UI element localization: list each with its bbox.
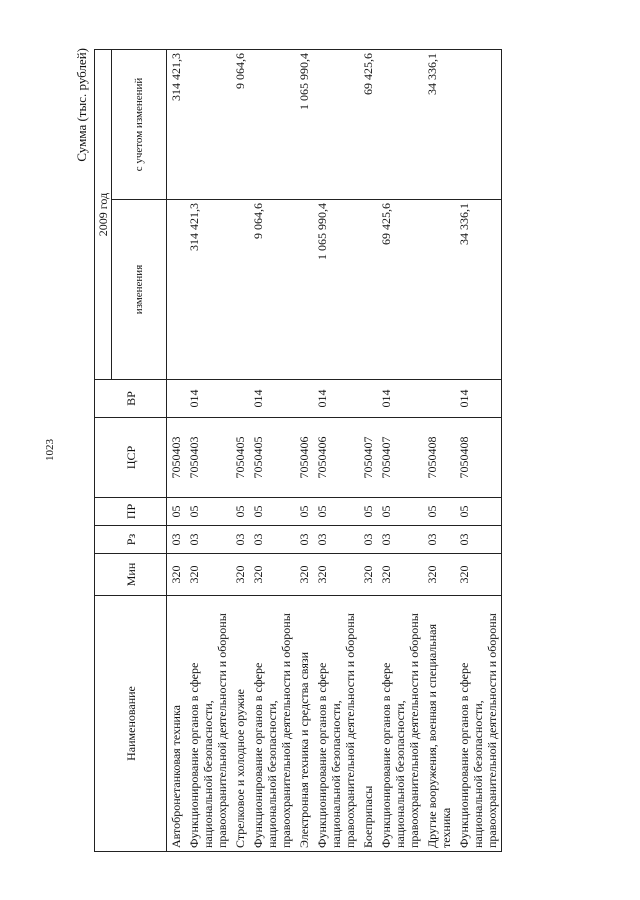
header-with-changes: с учетом изменений — [112, 49, 167, 199]
row-csr: 7050407 — [359, 418, 377, 498]
row-change — [423, 200, 455, 380]
row-csr: 7050406 — [295, 418, 313, 498]
table-row — [359, 49, 377, 851]
row-csr: 7050407 — [377, 418, 423, 498]
row-vr — [295, 380, 313, 418]
row-total: 34 336,1 — [423, 49, 455, 199]
row-pr: 05 — [185, 498, 231, 526]
row-min: 320 — [377, 554, 423, 596]
row-name: Стрелковое и холодное оружие — [231, 596, 249, 852]
row-rz: 03 — [455, 526, 502, 554]
table-row — [423, 49, 455, 851]
row-rz: 03 — [185, 526, 231, 554]
row-pr: 05 — [423, 498, 455, 526]
header-csr: ЦСР — [95, 418, 167, 498]
row-csr: 7050405 — [231, 418, 249, 498]
row-vr — [231, 380, 249, 418]
budget-table — [94, 49, 502, 852]
row-min: 320 — [423, 554, 455, 596]
row-name: Функционирование органов в сфере национальной безопасности, правоохранительной деятельности и обороны — [377, 596, 423, 852]
row-total — [377, 49, 423, 199]
row-change: 314 421,3 — [185, 200, 231, 380]
row-rz: 03 — [313, 526, 359, 554]
row-change: 1 065 990,4 — [313, 200, 359, 380]
row-rz: 03 — [359, 526, 377, 554]
row-rz: 03 — [249, 526, 295, 554]
row-min: 320 — [249, 554, 295, 596]
page-number: 1023 — [44, 439, 56, 461]
row-total — [185, 49, 231, 199]
table-row — [295, 49, 313, 851]
row-name: Другие вооружения, военная и специальная техника — [423, 596, 455, 852]
table-body — [167, 49, 502, 851]
row-pr: 05 — [359, 498, 377, 526]
row-name: Функционирование органов в сфере национальной безопасности, правоохранительной деятельности и обороны — [185, 596, 231, 852]
row-pr: 05 — [313, 498, 359, 526]
row-pr: 05 — [455, 498, 502, 526]
row-min: 320 — [231, 554, 249, 596]
table-row — [231, 49, 249, 851]
row-total: 1 065 990,4 — [295, 49, 313, 199]
row-vr: 014 — [455, 380, 502, 418]
header-vr: ВР — [95, 380, 167, 418]
row-min: 320 — [295, 554, 313, 596]
row-change — [231, 200, 249, 380]
row-min: 320 — [359, 554, 377, 596]
row-min: 320 — [313, 554, 359, 596]
row-name: Автобронетанковая техника — [167, 596, 186, 852]
row-rz: 03 — [377, 526, 423, 554]
row-pr: 05 — [295, 498, 313, 526]
table-row — [185, 49, 231, 851]
row-name: Электронная техника и средства связи — [295, 596, 313, 852]
row-vr — [423, 380, 455, 418]
row-pr: 05 — [231, 498, 249, 526]
row-change: 9 064,6 — [249, 200, 295, 380]
table-row — [455, 49, 502, 851]
row-csr: 7050403 — [167, 418, 186, 498]
row-change — [295, 200, 313, 380]
row-csr: 7050403 — [185, 418, 231, 498]
row-name: Функционирование органов в сфере национальной безопасности, правоохранительной деятельности и обороны — [455, 596, 502, 852]
row-vr — [167, 380, 186, 418]
header-pr: ПР — [95, 498, 167, 526]
row-vr — [359, 380, 377, 418]
row-change — [359, 200, 377, 380]
row-name: Боеприпасы — [359, 596, 377, 852]
row-change — [167, 200, 186, 380]
header-year: 2009 год — [95, 49, 112, 379]
header-rz: Рз — [95, 526, 167, 554]
row-name: Функционирование органов в сфере национальной безопасности, правоохранительной деятельности и обороны — [313, 596, 359, 852]
row-rz: 03 — [295, 526, 313, 554]
row-vr: 014 — [313, 380, 359, 418]
row-total — [249, 49, 295, 199]
row-total — [313, 49, 359, 199]
row-vr: 014 — [377, 380, 423, 418]
row-rz: 03 — [423, 526, 455, 554]
row-csr: 7050406 — [313, 418, 359, 498]
header-changes: изменения — [112, 200, 167, 380]
table-row — [377, 49, 423, 851]
row-pr: 05 — [377, 498, 423, 526]
row-rz: 03 — [231, 526, 249, 554]
table-row — [313, 49, 359, 851]
row-min: 320 — [167, 554, 186, 596]
header-name: Наименование — [95, 596, 167, 852]
row-csr: 7050408 — [423, 418, 455, 498]
row-total: 9 064,6 — [231, 49, 249, 199]
table-row — [167, 49, 186, 851]
row-total: 314 421,3 — [167, 49, 186, 199]
header-min: Мин — [95, 554, 167, 596]
row-csr: 7050405 — [249, 418, 295, 498]
units-label: Сумма (тыс. рублей) — [74, 48, 89, 162]
row-total — [455, 49, 502, 199]
rotated-page — [70, 40, 570, 860]
row-pr: 05 — [167, 498, 186, 526]
row-vr: 014 — [185, 380, 231, 418]
row-change: 69 425,6 — [377, 200, 423, 380]
table-row — [249, 49, 295, 851]
row-total: 69 425,6 — [359, 49, 377, 199]
row-pr: 05 — [249, 498, 295, 526]
row-name: Функционирование органов в сфере национальной безопасности, правоохранительной деятельности и обороны — [249, 596, 295, 852]
row-rz: 03 — [167, 526, 186, 554]
row-min: 320 — [455, 554, 502, 596]
row-change: 34 336,1 — [455, 200, 502, 380]
row-vr: 014 — [249, 380, 295, 418]
row-min: 320 — [185, 554, 231, 596]
row-csr: 7050408 — [455, 418, 502, 498]
